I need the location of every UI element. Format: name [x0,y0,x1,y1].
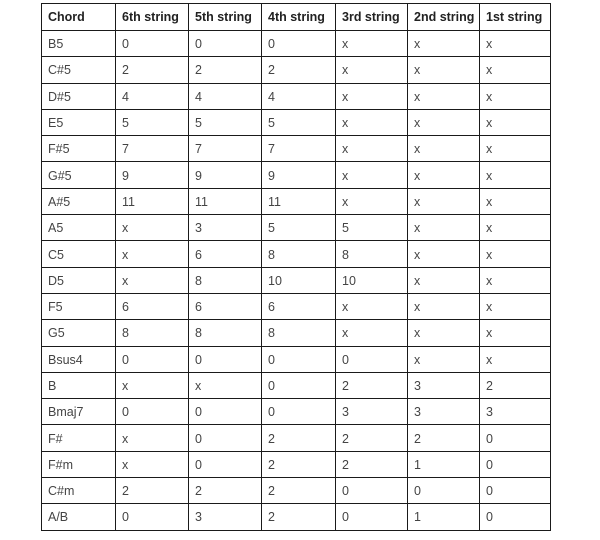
fret-cell: x [480,267,551,293]
fret-cell: x [480,241,551,267]
column-header-3rd-string: 3rd string [336,4,408,31]
chord-name-cell: G#5 [42,162,116,188]
fret-cell: 2 [116,478,189,504]
fret-cell: 0 [116,399,189,425]
fret-cell: 11 [262,188,336,214]
fret-cell: 9 [262,162,336,188]
column-header-1st-string: 1st string [480,4,551,31]
table-row [42,267,551,293]
chord-name-cell: C#m [42,478,116,504]
chord-name-cell: G5 [42,320,116,346]
fret-cell: x [408,241,480,267]
column-header-2nd-string: 2nd string [408,4,480,31]
fret-cell: x [480,293,551,319]
chord-name-cell: D5 [42,267,116,293]
chord-name-cell: F# [42,425,116,451]
fret-cell: 2 [262,57,336,83]
fret-cell: 0 [336,478,408,504]
fret-cell: x [116,451,189,477]
fret-cell: x [408,136,480,162]
fret-cell: 6 [189,293,262,319]
table-row [42,320,551,346]
header-row [42,4,551,31]
fret-cell: 0 [189,31,262,57]
fret-cell: 0 [480,504,551,530]
fret-cell: 2 [116,57,189,83]
table-row [42,399,551,425]
fret-cell: 0 [336,346,408,372]
fret-cell: 0 [189,399,262,425]
fret-cell: x [336,83,408,109]
chord-name-cell: E5 [42,109,116,135]
table-row [42,162,551,188]
fret-cell: 6 [262,293,336,319]
chord-name-cell: A#5 [42,188,116,214]
fret-cell: 8 [262,320,336,346]
fret-cell: 9 [116,162,189,188]
table-row [42,478,551,504]
fret-cell: 8 [262,241,336,267]
fret-cell: 0 [336,504,408,530]
fret-cell: 2 [189,57,262,83]
chord-table-container [41,3,550,531]
fret-cell: 2 [480,372,551,398]
fret-cell: 0 [480,425,551,451]
table-row [42,83,551,109]
fret-cell: x [116,215,189,241]
fret-cell: x [336,162,408,188]
fret-cell: x [336,31,408,57]
fret-cell: x [408,83,480,109]
column-header-6th-string: 6th string [116,4,189,31]
fret-cell: x [480,188,551,214]
fret-cell: x [480,215,551,241]
chord-name-cell: A5 [42,215,116,241]
fret-cell: x [480,31,551,57]
chord-name-cell: B5 [42,31,116,57]
fret-cell: 6 [189,241,262,267]
fret-cell: x [480,136,551,162]
fret-cell: x [480,346,551,372]
fret-cell: x [408,188,480,214]
fret-cell: 8 [189,267,262,293]
fret-cell: x [408,162,480,188]
fret-cell: x [116,425,189,451]
table-row [42,136,551,162]
chord-name-cell: Bmaj7 [42,399,116,425]
column-header-chord: Chord [42,4,116,31]
fret-cell: 5 [116,109,189,135]
fret-cell: x [116,267,189,293]
fret-cell: x [408,215,480,241]
chord-name-cell: D#5 [42,83,116,109]
fret-cell: x [336,188,408,214]
chord-table-body [42,31,551,531]
fret-cell: 2 [262,478,336,504]
fret-cell: 0 [262,31,336,57]
chord-name-cell: F#5 [42,136,116,162]
fret-cell: 3 [189,504,262,530]
fret-cell: 3 [480,399,551,425]
fret-cell: 7 [189,136,262,162]
fret-cell: 0 [480,451,551,477]
fret-cell: 1 [408,504,480,530]
fret-cell: 2 [336,372,408,398]
fret-cell: 0 [189,346,262,372]
fret-cell: 2 [262,504,336,530]
fret-cell: x [336,320,408,346]
chord-name-cell: B [42,372,116,398]
fret-cell: x [336,109,408,135]
table-row [42,188,551,214]
fret-cell: 5 [262,109,336,135]
fret-cell: x [408,267,480,293]
fret-cell: 3 [408,372,480,398]
fret-cell: x [480,162,551,188]
fret-cell: 8 [189,320,262,346]
fret-cell: x [480,83,551,109]
fret-cell: 0 [116,504,189,530]
fret-cell: x [480,320,551,346]
fret-cell: x [408,293,480,319]
chord-name-cell: A/B [42,504,116,530]
fret-cell: 0 [262,399,336,425]
fret-cell: 5 [336,215,408,241]
fret-cell: 7 [116,136,189,162]
fret-cell: 4 [262,83,336,109]
fret-cell: 2 [262,451,336,477]
fret-cell: 0 [262,346,336,372]
fret-cell: 0 [408,478,480,504]
fret-cell: 5 [189,109,262,135]
fret-cell: 2 [408,425,480,451]
fret-cell: x [408,346,480,372]
fret-cell: x [336,57,408,83]
chord-name-cell: Bsus4 [42,346,116,372]
table-row [42,241,551,267]
chord-name-cell: C5 [42,241,116,267]
table-row [42,293,551,319]
fret-cell: 6 [116,293,189,319]
table-row [42,215,551,241]
fret-cell: 2 [336,451,408,477]
fret-cell: 0 [480,478,551,504]
column-header-5th-string: 5th string [189,4,262,31]
table-row [42,425,551,451]
fret-cell: 11 [189,188,262,214]
fret-cell: x [408,320,480,346]
fret-cell: 7 [262,136,336,162]
table-row [42,57,551,83]
chord-name-cell: F#m [42,451,116,477]
chord-name-cell: C#5 [42,57,116,83]
fret-cell: x [116,372,189,398]
column-header-4th-string: 4th string [262,4,336,31]
fret-cell: 10 [262,267,336,293]
fret-cell: 3 [408,399,480,425]
fret-cell: 0 [116,31,189,57]
fret-cell: x [189,372,262,398]
table-row [42,346,551,372]
fret-cell: 11 [116,188,189,214]
fret-cell: x [116,241,189,267]
fret-cell: 5 [262,215,336,241]
fret-cell: 8 [116,320,189,346]
table-row [42,504,551,530]
fret-cell: 4 [189,83,262,109]
fret-cell: 3 [336,399,408,425]
fret-cell: x [408,57,480,83]
fret-cell: 0 [189,451,262,477]
fret-cell: x [480,57,551,83]
chord-table-header [42,4,551,31]
fret-cell: 9 [189,162,262,188]
chord-table [41,3,551,531]
fret-cell: 2 [262,425,336,451]
table-row [42,372,551,398]
fret-cell: x [480,109,551,135]
fret-cell: 3 [189,215,262,241]
table-row [42,31,551,57]
fret-cell: 2 [336,425,408,451]
fret-cell: x [336,293,408,319]
table-row [42,109,551,135]
fret-cell: 0 [116,346,189,372]
table-row [42,451,551,477]
fret-cell: 8 [336,241,408,267]
fret-cell: x [408,109,480,135]
fret-cell: 0 [189,425,262,451]
fret-cell: x [336,136,408,162]
fret-cell: 10 [336,267,408,293]
fret-cell: 0 [262,372,336,398]
chord-name-cell: F5 [42,293,116,319]
fret-cell: 2 [189,478,262,504]
fret-cell: 4 [116,83,189,109]
fret-cell: x [408,31,480,57]
fret-cell: 1 [408,451,480,477]
